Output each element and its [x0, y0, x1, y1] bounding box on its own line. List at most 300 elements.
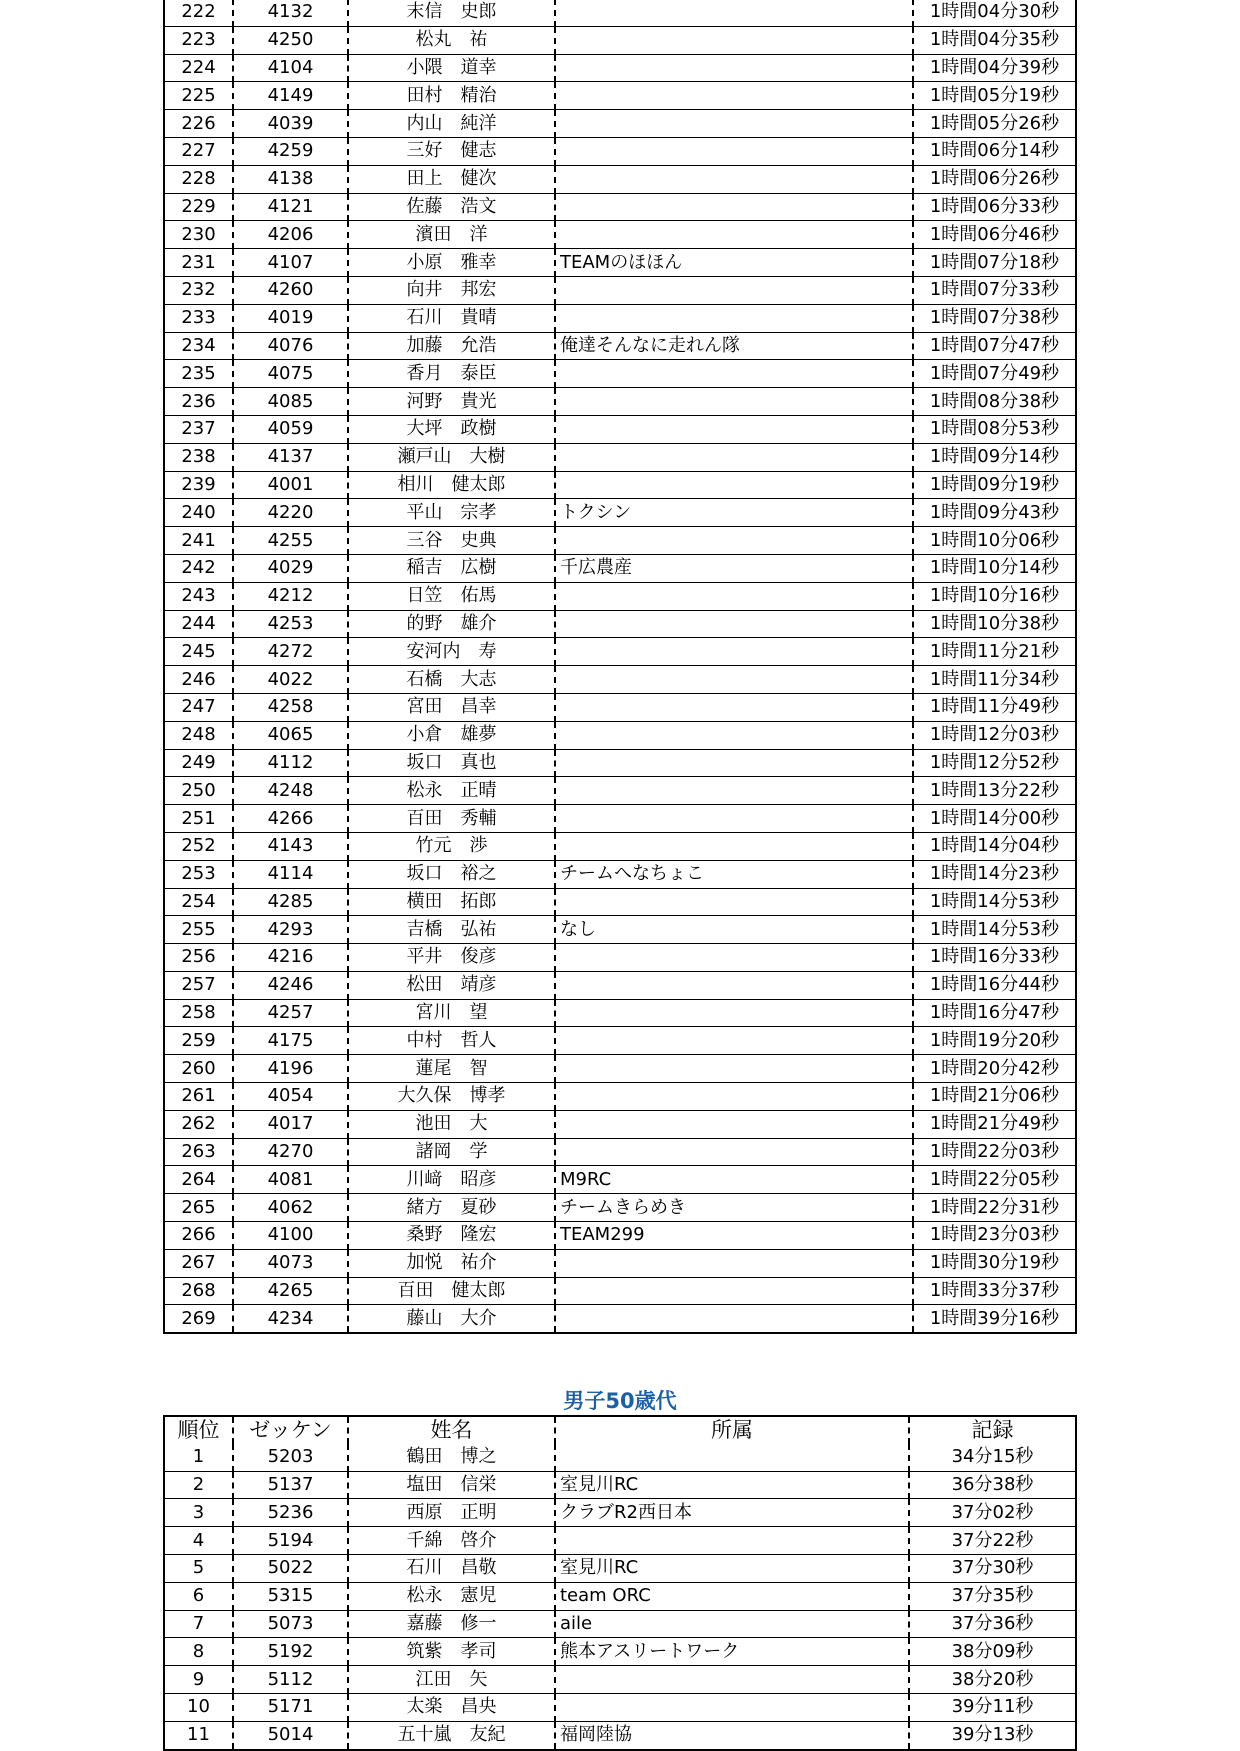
- cell-name: 池田 大: [348, 1110, 555, 1138]
- cell-team: チームきらめき: [555, 1194, 913, 1222]
- cell-time: 1時間10分38秒: [913, 610, 1076, 638]
- cell-name: 小倉 雄夢: [348, 721, 555, 749]
- cell-rank: 242: [181, 557, 216, 579]
- cell-time: 1時間07分33秒: [913, 276, 1076, 304]
- cell-name: 向井 邦宏: [348, 276, 555, 304]
- cell-team: [555, 415, 913, 443]
- cell-name: 内山 純洋: [348, 110, 555, 138]
- table-row: [164, 1693, 1076, 1721]
- cell-team: なし: [555, 916, 913, 944]
- cell-team: トクシン: [555, 499, 913, 527]
- table-row: [164, 971, 1076, 999]
- cell-team: [555, 527, 913, 555]
- cell-rank: 4: [192, 1529, 205, 1551]
- table-row: [164, 554, 1076, 582]
- table-row: [164, 54, 1076, 82]
- cell-name: 小隈 道幸: [348, 54, 555, 82]
- cell-name: 末信 史郎: [348, 0, 555, 26]
- cell-bib: 4270: [233, 1138, 348, 1166]
- cell-bib: 4132: [233, 0, 348, 26]
- cell-rank: 228: [181, 168, 216, 190]
- cell-bib: 4022: [233, 666, 348, 694]
- cell-team: [555, 443, 913, 471]
- cell-bib: 4255: [233, 527, 348, 555]
- cell-rank: 3: [192, 1501, 205, 1523]
- cell-name: 田上 健次: [348, 165, 555, 193]
- cell-name: 平井 俊彦: [348, 944, 555, 972]
- cell-team: チームへなちょこ: [555, 860, 913, 888]
- header-bib: ゼッケン: [233, 1416, 348, 1444]
- table-row: [164, 249, 1076, 277]
- cell-name: 松永 正晴: [348, 777, 555, 805]
- cell-bib: 4138: [233, 165, 348, 193]
- table-row: [164, 1610, 1076, 1638]
- cell-bib: 4104: [233, 54, 348, 82]
- cell-team: [555, 1305, 913, 1333]
- cell-rank: 249: [181, 751, 216, 773]
- cell-name: 佐藤 浩文: [348, 193, 555, 221]
- cell-rank: 7: [192, 1612, 205, 1634]
- cell-time: 1時間11分34秒: [913, 666, 1076, 694]
- cell-time: 1時間16分47秒: [913, 999, 1076, 1027]
- cell-time: 1時間21分06秒: [913, 1083, 1076, 1111]
- cell-bib: 4293: [233, 916, 348, 944]
- cell-team: [555, 721, 913, 749]
- cell-team: TEAM299: [555, 1222, 913, 1250]
- cell-rank: 227: [181, 140, 216, 162]
- cell-bib: 4081: [233, 1166, 348, 1194]
- cell-rank: 265: [181, 1196, 216, 1218]
- cell-bib: 5192: [233, 1638, 348, 1666]
- table-row: [164, 415, 1076, 443]
- table-row: [164, 471, 1076, 499]
- cell-bib: 4017: [233, 1110, 348, 1138]
- cell-rank: 222: [181, 1, 216, 23]
- cell-rank: 10: [187, 1696, 210, 1718]
- cell-name: 百田 健太郎: [348, 1277, 555, 1305]
- cell-time: 1時間04分35秒: [913, 26, 1076, 54]
- cell-time: 1時間10分14秒: [913, 554, 1076, 582]
- cell-name: 嘉藤 修一: [348, 1610, 555, 1638]
- cell-time: 1時間10分16秒: [913, 582, 1076, 610]
- cell-rank: 223: [181, 29, 216, 51]
- cell-team: TEAMのほほん: [555, 249, 913, 277]
- cell-time: 1時間22分03秒: [913, 1138, 1076, 1166]
- results-table-header: [164, 1416, 1076, 1444]
- cell-rank: 6: [192, 1585, 205, 1607]
- cell-rank: 231: [181, 251, 216, 273]
- cell-name: 石橋 大志: [348, 666, 555, 694]
- cell-bib: 5073: [233, 1610, 348, 1638]
- results-table-continued: [163, 0, 1077, 1334]
- cell-time: 1時間21分49秒: [913, 1110, 1076, 1138]
- cell-rank: 248: [181, 724, 216, 746]
- cell-team: team ORC: [555, 1582, 909, 1610]
- cell-name: 諸岡 学: [348, 1138, 555, 1166]
- table-row: [164, 832, 1076, 860]
- cell-bib: 4206: [233, 221, 348, 249]
- cell-name: 藤山 大介: [348, 1305, 555, 1333]
- cell-bib: 5203: [233, 1444, 348, 1471]
- cell-team: [555, 777, 913, 805]
- cell-rank: 269: [181, 1307, 216, 1329]
- table-row: [164, 276, 1076, 304]
- cell-time: 1時間07分47秒: [913, 332, 1076, 360]
- table-row: [164, 0, 1076, 26]
- cell-name: 加悦 祐介: [348, 1249, 555, 1277]
- cell-name: 松永 憲児: [348, 1582, 555, 1610]
- cell-team: 室見川RC: [555, 1554, 909, 1582]
- table-row: [164, 638, 1076, 666]
- cell-time: 1時間13分22秒: [913, 777, 1076, 805]
- cell-rank: 243: [181, 585, 216, 607]
- cell-bib: 5137: [233, 1471, 348, 1499]
- cell-time: 1時間09分14秒: [913, 443, 1076, 471]
- cell-bib: 4216: [233, 944, 348, 972]
- section-title-men-50s: 男子50歳代: [563, 1389, 677, 1413]
- cell-time: 1時間14分04秒: [913, 832, 1076, 860]
- cell-bib: 4253: [233, 610, 348, 638]
- table-row: [164, 527, 1076, 555]
- cell-name: 百田 秀輔: [348, 805, 555, 833]
- cell-time: 1時間16分44秒: [913, 971, 1076, 999]
- cell-name: 宮川 望: [348, 999, 555, 1027]
- cell-bib: 4260: [233, 276, 348, 304]
- table-row: [164, 1110, 1076, 1138]
- cell-team: [555, 1527, 909, 1555]
- cell-time: 38分20秒: [909, 1666, 1076, 1694]
- cell-time: 1時間14分53秒: [913, 916, 1076, 944]
- cell-name: 筑紫 孝司: [348, 1638, 555, 1666]
- cell-time: 1時間07分38秒: [913, 304, 1076, 332]
- cell-rank: 234: [181, 334, 216, 356]
- cell-bib: 4114: [233, 860, 348, 888]
- cell-bib: 4257: [233, 999, 348, 1027]
- cell-name: 蓮尾 智: [348, 1055, 555, 1083]
- cell-team: [555, 1110, 913, 1138]
- cell-rank: 240: [181, 501, 216, 523]
- cell-time: 37分02秒: [909, 1499, 1076, 1527]
- table-row: [164, 110, 1076, 138]
- cell-time: 1時間06分33秒: [913, 193, 1076, 221]
- table-row: [164, 1444, 1076, 1471]
- cell-team: [555, 693, 913, 721]
- cell-bib: 4059: [233, 415, 348, 443]
- cell-bib: 4075: [233, 360, 348, 388]
- cell-team: [555, 888, 913, 916]
- table-row: [164, 1027, 1076, 1055]
- table-row: [164, 193, 1076, 221]
- cell-bib: 4258: [233, 693, 348, 721]
- cell-time: 1時間05分19秒: [913, 82, 1076, 110]
- cell-name: 河野 貴光: [348, 388, 555, 416]
- cell-team: [555, 1277, 913, 1305]
- table-row: [164, 666, 1076, 694]
- table-row: [164, 1166, 1076, 1194]
- cell-name: 鶴田 博之: [348, 1444, 555, 1471]
- cell-name: 坂口 裕之: [348, 860, 555, 888]
- table-row: [164, 1666, 1076, 1694]
- cell-rank: 226: [181, 112, 216, 134]
- cell-name: 石川 昌敬: [348, 1554, 555, 1582]
- cell-rank: 259: [181, 1029, 216, 1051]
- cell-team: 福岡陸協: [555, 1721, 909, 1749]
- table-row: [164, 693, 1076, 721]
- cell-time: 1時間22分31秒: [913, 1194, 1076, 1222]
- cell-name: 吉橋 弘祐: [348, 916, 555, 944]
- cell-name: 塩田 信栄: [348, 1471, 555, 1499]
- cell-name: 松丸 祐: [348, 26, 555, 54]
- table-row: [164, 1249, 1076, 1277]
- cell-bib: 4285: [233, 888, 348, 916]
- cell-bib: 4259: [233, 137, 348, 165]
- cell-rank: 264: [181, 1168, 216, 1190]
- cell-bib: 4196: [233, 1055, 348, 1083]
- cell-name: 緒方 夏砂: [348, 1194, 555, 1222]
- cell-team: 室見川RC: [555, 1471, 909, 1499]
- cell-team: [555, 944, 913, 972]
- table-row: [164, 360, 1076, 388]
- cell-rank: 268: [181, 1280, 216, 1302]
- table-row: [164, 860, 1076, 888]
- cell-time: 1時間33分37秒: [913, 1277, 1076, 1305]
- cell-bib: 5022: [233, 1554, 348, 1582]
- cell-rank: 238: [181, 446, 216, 468]
- table-row: [164, 499, 1076, 527]
- cell-name: 桑野 隆宏: [348, 1222, 555, 1250]
- cell-time: 1時間08分38秒: [913, 388, 1076, 416]
- table-row: [164, 1582, 1076, 1610]
- cell-bib: 4065: [233, 721, 348, 749]
- table-row: [164, 916, 1076, 944]
- cell-rank: 237: [181, 418, 216, 440]
- cell-time: 1時間14分00秒: [913, 805, 1076, 833]
- table-row: [164, 1083, 1076, 1111]
- cell-name: 三好 健志: [348, 137, 555, 165]
- cell-rank: 11: [187, 1724, 210, 1746]
- cell-name: 坂口 真也: [348, 749, 555, 777]
- cell-team: [555, 137, 913, 165]
- cell-bib: 4143: [233, 832, 348, 860]
- cell-team: [555, 610, 913, 638]
- table-row: [164, 26, 1076, 54]
- cell-rank: 254: [181, 890, 216, 912]
- table-row: [164, 1721, 1076, 1749]
- header-rank: 順位: [177, 1418, 220, 1443]
- cell-bib: 4100: [233, 1222, 348, 1250]
- cell-time: 1時間11分21秒: [913, 638, 1076, 666]
- cell-team: [555, 805, 913, 833]
- cell-rank: 236: [181, 390, 216, 412]
- table-row: [164, 1499, 1076, 1527]
- cell-team: [555, 1693, 909, 1721]
- cell-name: 太楽 昌央: [348, 1693, 555, 1721]
- cell-name: 大坪 政樹: [348, 415, 555, 443]
- cell-name: 宮田 昌幸: [348, 693, 555, 721]
- cell-name: 平山 宗孝: [348, 499, 555, 527]
- cell-time: 1時間04分30秒: [913, 0, 1076, 26]
- table-row: [164, 137, 1076, 165]
- table-row: [164, 944, 1076, 972]
- cell-team: [555, 999, 913, 1027]
- cell-team: [555, 110, 913, 138]
- cell-team: [555, 0, 913, 26]
- table-row: [164, 221, 1076, 249]
- cell-name: 濱田 洋: [348, 221, 555, 249]
- cell-rank: 230: [181, 223, 216, 245]
- cell-bib: 4112: [233, 749, 348, 777]
- table-row: [164, 1138, 1076, 1166]
- cell-team: [555, 638, 913, 666]
- cell-rank: 246: [181, 668, 216, 690]
- cell-time: 39分13秒: [909, 1721, 1076, 1749]
- cell-bib: 4019: [233, 304, 348, 332]
- cell-team: [555, 832, 913, 860]
- table-row: [164, 304, 1076, 332]
- cell-name: 三谷 史典: [348, 527, 555, 555]
- cell-rank: 266: [181, 1224, 216, 1246]
- cell-name: 稲吉 広樹: [348, 554, 555, 582]
- cell-team: [555, 388, 913, 416]
- cell-team: [555, 276, 913, 304]
- cell-bib: 4250: [233, 26, 348, 54]
- cell-name: 西原 正明: [348, 1499, 555, 1527]
- cell-bib: 4265: [233, 1277, 348, 1305]
- header-time: 記録: [909, 1416, 1076, 1444]
- cell-team: aile: [555, 1610, 909, 1638]
- cell-rank: 8: [192, 1640, 205, 1662]
- cell-bib: 4234: [233, 1305, 348, 1333]
- cell-bib: 4054: [233, 1083, 348, 1111]
- cell-time: 1時間06分14秒: [913, 137, 1076, 165]
- cell-time: 39分11秒: [909, 1693, 1076, 1721]
- cell-team: 俺達そんなに走れん隊: [555, 332, 913, 360]
- table-row: [164, 443, 1076, 471]
- cell-bib: 4039: [233, 110, 348, 138]
- cell-time: 1時間07分49秒: [913, 360, 1076, 388]
- cell-rank: 258: [181, 1002, 216, 1024]
- cell-rank: 262: [181, 1113, 216, 1135]
- cell-time: 1時間14分23秒: [913, 860, 1076, 888]
- table-row: [164, 1638, 1076, 1666]
- results-table-body: [164, 1444, 1076, 1750]
- cell-time: 1時間10分06秒: [913, 527, 1076, 555]
- table-row: [164, 777, 1076, 805]
- table-row: [164, 1554, 1076, 1582]
- cell-time: 1時間22分05秒: [913, 1166, 1076, 1194]
- cell-time: 1時間39分16秒: [913, 1305, 1076, 1333]
- table-row: [164, 805, 1076, 833]
- cell-time: 1時間16分33秒: [913, 944, 1076, 972]
- cell-bib: 4107: [233, 249, 348, 277]
- cell-bib: 4266: [233, 805, 348, 833]
- cell-time: 1時間09分43秒: [913, 499, 1076, 527]
- cell-team: [555, 360, 913, 388]
- cell-team: [555, 666, 913, 694]
- cell-name: 安河内 寿: [348, 638, 555, 666]
- header-row: [164, 1416, 1076, 1444]
- table-row: [164, 1194, 1076, 1222]
- cell-bib: 4137: [233, 443, 348, 471]
- table-row: [164, 82, 1076, 110]
- cell-name: 瀬戸山 大樹: [348, 443, 555, 471]
- cell-team: [555, 26, 913, 54]
- table-row: [164, 888, 1076, 916]
- cell-time: 34分15秒: [909, 1444, 1076, 1471]
- cell-rank: 263: [181, 1141, 216, 1163]
- cell-team: 熊本アスリートワーク: [555, 1638, 909, 1666]
- cell-rank: 235: [181, 362, 216, 384]
- cell-name: 相川 健太郎: [348, 471, 555, 499]
- cell-bib: 4175: [233, 1027, 348, 1055]
- cell-time: 1時間08分53秒: [913, 415, 1076, 443]
- cell-bib: 4001: [233, 471, 348, 499]
- cell-rank: 260: [181, 1057, 216, 1079]
- cell-name: 横田 拓郎: [348, 888, 555, 916]
- cell-name: 小原 雅幸: [348, 249, 555, 277]
- cell-rank: 233: [181, 307, 216, 329]
- cell-rank: 244: [181, 612, 216, 634]
- cell-name: 竹元 渉: [348, 832, 555, 860]
- cell-time: 1時間06分26秒: [913, 165, 1076, 193]
- cell-team: [555, 304, 913, 332]
- table-row: [164, 1527, 1076, 1555]
- table-row: [164, 165, 1076, 193]
- cell-bib: 4248: [233, 777, 348, 805]
- cell-team: [555, 471, 913, 499]
- cell-rank: 224: [181, 56, 216, 78]
- cell-team: [555, 582, 913, 610]
- cell-name: 石川 貴晴: [348, 304, 555, 332]
- cell-name: 千綿 啓介: [348, 1527, 555, 1555]
- cell-bib: 5171: [233, 1693, 348, 1721]
- cell-bib: 5014: [233, 1721, 348, 1749]
- cell-rank: 232: [181, 279, 216, 301]
- cell-rank: 9: [192, 1668, 205, 1690]
- table-row: [164, 388, 1076, 416]
- cell-time: 37分22秒: [909, 1527, 1076, 1555]
- results-table-body: [164, 0, 1076, 1333]
- cell-team: M9RC: [555, 1166, 913, 1194]
- cell-bib: 4272: [233, 638, 348, 666]
- cell-bib: 5315: [233, 1582, 348, 1610]
- cell-name: 江田 矢: [348, 1666, 555, 1694]
- cell-bib: 4076: [233, 332, 348, 360]
- cell-rank: 247: [181, 696, 216, 718]
- cell-team: [555, 1444, 909, 1471]
- cell-team: [555, 1027, 913, 1055]
- table-row: [164, 1471, 1076, 1499]
- cell-bib: 4220: [233, 499, 348, 527]
- cell-bib: 4212: [233, 582, 348, 610]
- table-row: [164, 610, 1076, 638]
- cell-team: [555, 165, 913, 193]
- cell-time: 1時間05分26秒: [913, 110, 1076, 138]
- cell-rank: 251: [181, 807, 216, 829]
- cell-bib: 5194: [233, 1527, 348, 1555]
- cell-team: [555, 971, 913, 999]
- cell-time: 1時間12分52秒: [913, 749, 1076, 777]
- cell-team: [555, 1138, 913, 1166]
- cell-rank: 261: [181, 1085, 216, 1107]
- table-row: [164, 1305, 1076, 1333]
- header-team: 所属: [555, 1416, 909, 1444]
- cell-time: 1時間04分39秒: [913, 54, 1076, 82]
- cell-rank: 229: [181, 195, 216, 217]
- cell-rank: 239: [181, 473, 216, 495]
- cell-team: [555, 221, 913, 249]
- cell-name: 香月 泰臣: [348, 360, 555, 388]
